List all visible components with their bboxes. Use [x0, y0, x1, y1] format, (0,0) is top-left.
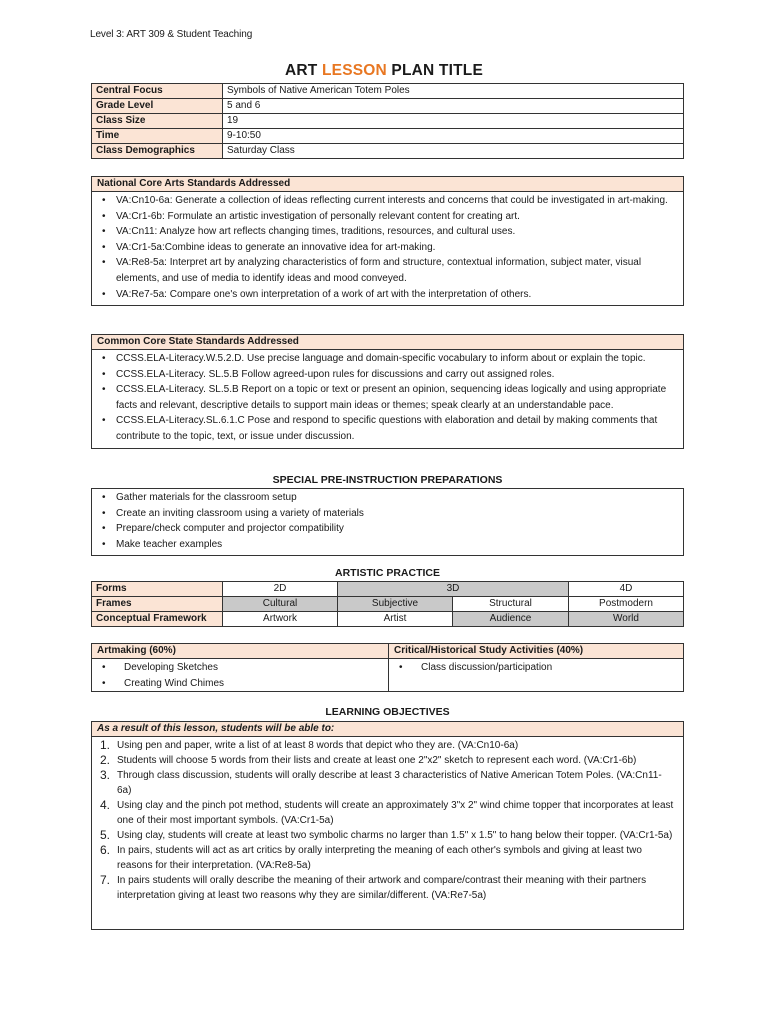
framework-label: Conceptual Framework — [92, 612, 223, 627]
frame-postmodern: Postmodern — [569, 597, 684, 612]
item-number: 2. — [100, 753, 111, 767]
list-item — [100, 768, 675, 798]
framework-artist: Artist — [338, 612, 453, 627]
item-number: 5. — [100, 828, 111, 842]
activities-split — [92, 644, 683, 691]
form-2d: 2D — [223, 582, 338, 597]
list-item — [100, 798, 675, 828]
list-item — [100, 828, 675, 843]
row-value: Saturday Class — [223, 144, 684, 159]
list-item: • Make teacher examples — [116, 537, 677, 553]
item-text: Using clay, students will create at least two symbolic charms no larger than 1.5" x 1.5" to hang below their topper. (VA:Cr1-5a) — [117, 830, 673, 841]
page-title — [0, 62, 768, 80]
row-label: Central Focus — [92, 84, 223, 99]
list-item: • Class discussion/participation — [413, 660, 677, 676]
table-row — [92, 129, 684, 144]
row-label: Time — [92, 129, 223, 144]
artistic-practice-table — [91, 581, 684, 627]
row-label: Class Size — [92, 114, 223, 129]
list-item: • Create an inviting classroom using a variety of materials — [116, 506, 677, 522]
objectives-heading: LEARNING OBJECTIVES — [325, 706, 450, 718]
list-item — [100, 873, 675, 903]
table-row — [92, 144, 684, 159]
activities-box — [91, 643, 684, 692]
list-item: • VA:Cr1-6b: Formulate an artistic investigation of personally relevant content for creating art. — [116, 209, 677, 225]
frame-subjective: Subjective — [338, 597, 453, 612]
list-item — [100, 753, 675, 768]
forms-label: Forms — [92, 582, 223, 597]
objectives-subheading: As a result of this lesson, students will be able to: — [92, 722, 683, 737]
table-row — [92, 114, 684, 129]
row-value: Symbols of Native American Totem Poles — [223, 84, 684, 99]
list-item: • VA:Cr1-5a:Combine ideas to generate an innovative idea for art-making. — [116, 240, 677, 256]
table-row — [92, 582, 684, 597]
national-standards-list — [92, 192, 683, 305]
list-item: • VA:Cn11: Analyze how art reflects changing times, traditions, resources, and cultural uses. — [116, 224, 677, 240]
framework-artwork: Artwork — [223, 612, 338, 627]
row-value: 5 and 6 — [223, 99, 684, 114]
list-item: • Creating Wind Chimes — [116, 676, 382, 692]
form-3d: 3D — [338, 582, 569, 597]
overview-table — [91, 83, 684, 159]
critical-heading: Critical/Historical Study Activities (40%) — [389, 644, 683, 659]
running-head: Level 3: ART 309 & Student Teaching — [90, 29, 253, 40]
item-text: Students will choose 5 words from their lists and create at least one 2"x2" sketch to represent each word. (VA:Cr1-6b) — [117, 755, 637, 766]
artmaking-column — [92, 644, 389, 691]
list-item: • Gather materials for the classroom setup — [116, 490, 677, 506]
list-item: • Prepare/check computer and projector compatibility — [116, 521, 677, 537]
artmaking-list — [92, 659, 388, 691]
table-row — [92, 99, 684, 114]
list-item — [100, 843, 675, 873]
common-core-box — [91, 334, 684, 449]
item-number: 7. — [100, 873, 111, 887]
preparations-list — [92, 489, 683, 555]
list-item: • CCSS.ELA-Literacy.W.5.2.D. Use precise language and domain-specific vocabulary to inform about or explain the topic. — [116, 351, 677, 367]
table-row — [92, 84, 684, 99]
row-label: Class Demographics — [92, 144, 223, 159]
national-standards-box — [91, 176, 684, 306]
title-part-2: PLAN TITLE — [386, 62, 483, 79]
title-accent: LESSON — [321, 62, 387, 79]
item-number: 1. — [100, 738, 111, 752]
table-row — [92, 612, 684, 627]
item-number: 6. — [100, 843, 111, 857]
list-item — [100, 738, 675, 753]
frame-cultural: Cultural — [223, 597, 338, 612]
frames-label: Frames — [92, 597, 223, 612]
list-item: • CCSS.ELA-Literacy.SL.6.1.C Pose and respond to specific questions with elaboration and detail by making comments that contribute to the topic, text, or issue under discussion. — [116, 413, 677, 444]
artmaking-heading: Artmaking (60%) — [92, 644, 388, 659]
common-core-list — [92, 350, 683, 448]
title-part-1: ART — [285, 62, 322, 79]
item-text: Using pen and paper, write a list of at least 8 words that depict who they are. (VA:Cn10-6a) — [117, 740, 519, 751]
row-value: 9-10:50 — [223, 129, 684, 144]
preparations-heading: SPECIAL PRE-INSTRUCTION PREPARATIONS — [272, 474, 503, 486]
item-text: Through class discussion, students will orally describe at least 3 characteristics of Native American Totem Poles. (VA:Cn11-6a) — [117, 770, 662, 796]
form-4d: 4D — [569, 582, 684, 597]
item-text: In pairs, students will act as art critics by orally interpreting the meaning of each other's symbols and giving at least two reasons for their interpretation. (VA:Re8-5a) — [117, 845, 642, 871]
critical-column — [389, 644, 683, 691]
artistic-practice-heading: ARTISTIC PRACTICE — [335, 567, 440, 579]
section-heading: National Core Arts Standards Addressed — [92, 177, 683, 192]
list-item: • VA:Re7-5a: Compare one's own interpretation of a work of art with the interpretation of others. — [116, 287, 677, 303]
item-number: 3. — [100, 768, 111, 782]
row-value: 19 — [223, 114, 684, 129]
list-item: • CCSS.ELA-Literacy. SL.5.B Report on a topic or text or present an opinion, sequencing ideas logically and using appropriate facts and relevant, descriptive details to support main ideas or themes; speak clearly at an understandable pace. — [116, 382, 677, 413]
objectives-list — [92, 737, 683, 906]
preparations-box — [91, 488, 684, 556]
list-item: • CCSS.ELA-Literacy. SL.5.B Follow agreed-upon rules for discussions and carry out assigned roles. — [116, 367, 677, 383]
list-item: • VA:Cn10-6a: Generate a collection of ideas reflecting current interests and concerns that could be investigated in art-making. — [116, 193, 677, 209]
critical-list — [389, 659, 683, 679]
frame-structural: Structural — [453, 597, 569, 612]
item-text: In pairs students will orally describe the meaning of their artwork and compare/contrast their meaning with their partners interpretation giving at least two reasons why they are similar/different. (VA:Re7-5a) — [117, 875, 647, 901]
item-number: 4. — [100, 798, 111, 812]
framework-world: World — [569, 612, 684, 627]
row-label: Grade Level — [92, 99, 223, 114]
list-item: • VA:Re8-5a: Interpret art by analyzing characteristics of form and structure, contextual information, subject mater, visual elements, and use of media to identify ideas and mood conveyed. — [116, 255, 677, 286]
item-text: Using clay and the pinch pot method, students will create an approximately 3"x 2" wind chime topper that incorporates at least one of their most important symbols. (VA:Cr1-5a) — [117, 800, 674, 826]
framework-audience: Audience — [453, 612, 569, 627]
list-item: • Developing Sketches — [116, 660, 382, 676]
table-row — [92, 597, 684, 612]
objectives-box — [91, 721, 684, 930]
section-heading: Common Core State Standards Addressed — [92, 335, 683, 350]
